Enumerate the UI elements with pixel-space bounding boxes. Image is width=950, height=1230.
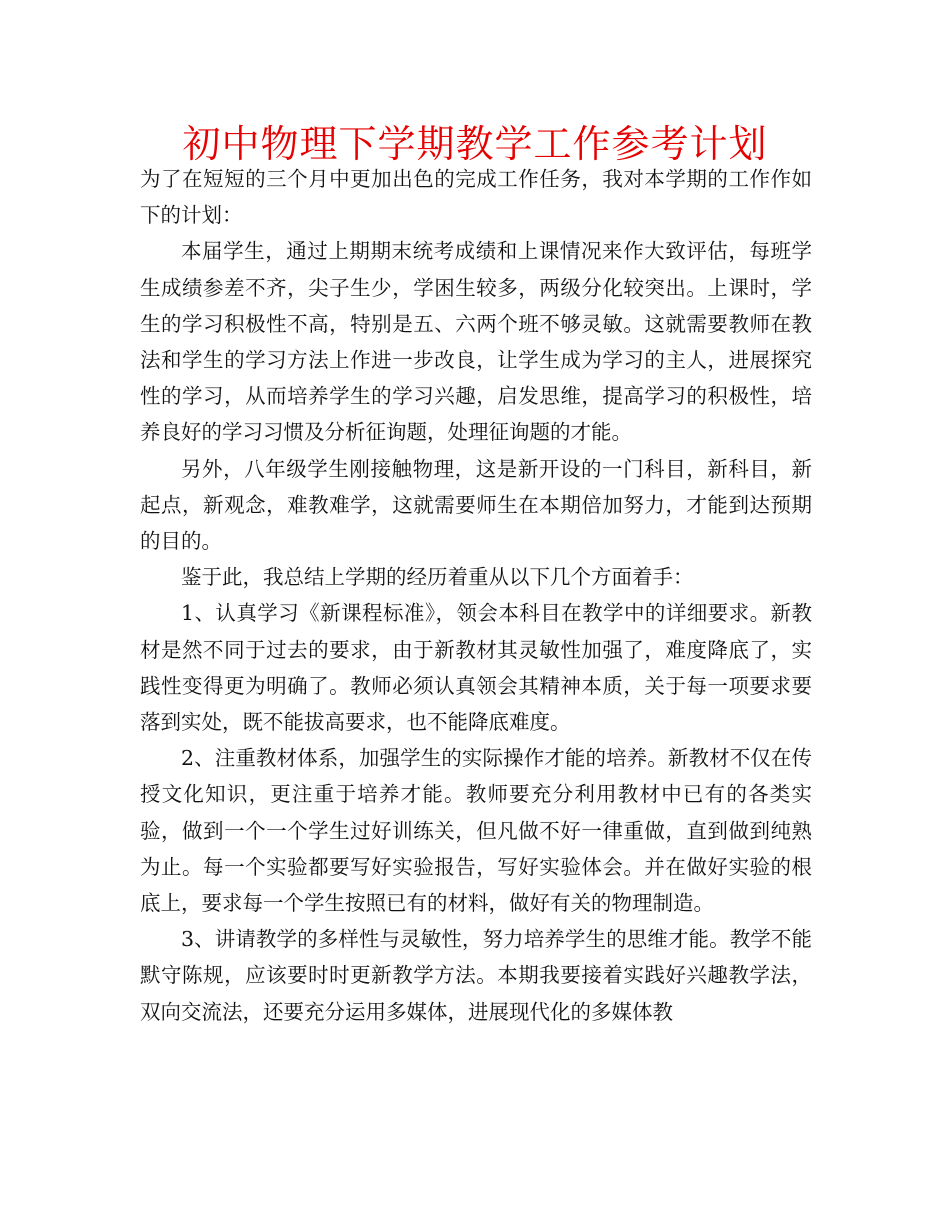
intro-paragraph: 为了在短短的三个月中更加出色的完成工作任务，我对本学期的工作作如下的计划：	[140, 167, 812, 228]
paragraph-item-1: 1、认真学习《新课程标准》，领会本科目在教学中的详细要求。新教材是然不同于过去的要求，由于新教材其灵敏性加强了，难度降底了，实践性变得更为明确了。教师必须认真领会其精神本质，关于每一项要求要落到实处，既不能拔高要求，也不能降底难度。	[140, 601, 812, 735]
paragraph-student-assessment: 本届学生，通过上期期末统考成绩和上课情况来作大致评估，每班学生成绩参差不齐，尖子生少，学困生较多，两级分化较突出。上课时，学生的学习积极性不高，特别是五、六两个班不够灵敏。这就需要教师在教法和学生的学习方法上作进一步改良，让学生成为学习的主人，进展探究性的学习，从而培养学生的学习兴趣，启发思维，提高学习的积极性，培养良好的学习习惯及分析征询题，处理征询题的才能。	[140, 239, 812, 445]
document-title: 初中物理下学期教学工作参考计划	[182, 122, 768, 166]
document-body	[140, 161, 812, 1030]
paragraph-grade-eight: 另外，八年级学生刚接触物理，这是新开设的一门科目，新科目，新起点，新观念，难教难学，这就需要师生在本期倍加努力，才能到达预期的目的。	[140, 456, 812, 554]
paragraph-item-3: 3、讲请教学的多样性与灵敏性，努力培养学生的思维才能。教学不能默守陈规，应该要时时更新教学方法。本期我要接着实践好兴趣教学法，双向交流法，还要充分运用多媒体，进展现代化的多媒体教	[140, 927, 812, 1024]
paragraph-approach-intro: 鉴于此，我总结上学期的经历着重从以下几个方面着手：	[181, 565, 694, 590]
paragraph-item-2: 2、注重教材体系，加强学生的实际操作才能的培养。新教材不仅在传授文化知识，更注重于培养才能。教师要充分利用教材中已有的各类实验，做到一个一个学生过好训练关，但凡做不好一律重做，直到做到纯熟为止。每一个实验都要写好实验报告，写好实验体会。并在做好实验的根底上，要求每一个学生按照已有的材料，做好有关的物理制造。	[140, 746, 812, 916]
